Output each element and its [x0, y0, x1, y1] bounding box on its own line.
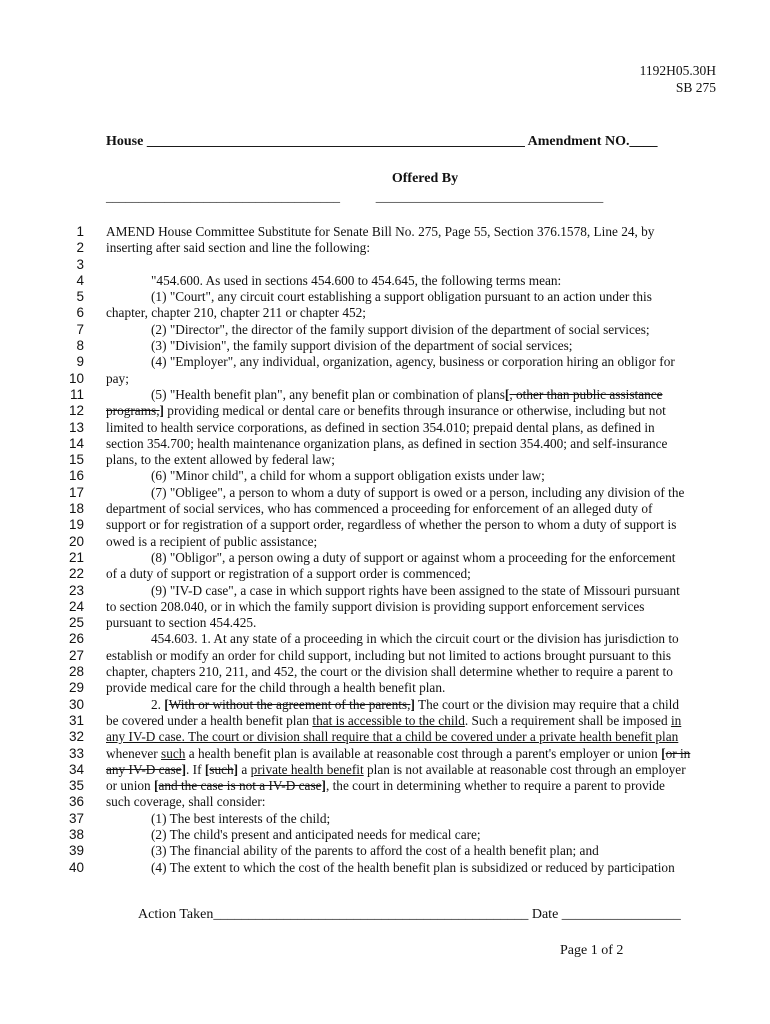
line-text: [106, 827, 481, 843]
line-text: [106, 534, 317, 550]
text-run: pursuant to section 454.425.: [106, 615, 257, 631]
text-run: such coverage, shall consider:: [106, 794, 266, 810]
line-number: 17: [68, 484, 84, 500]
text-line: [0, 273, 770, 289]
inserted-text: such: [161, 745, 186, 761]
text-run: chapter, chapters 210, 211, and 452, the court or the division shall determine whether to require a parent to: [106, 664, 673, 680]
text-line: [0, 322, 770, 338]
text-run: . If: [186, 761, 205, 777]
inserted-text: in: [670, 712, 682, 728]
amendment-text: [0, 224, 770, 876]
line-number: 21: [68, 549, 84, 565]
line-number: 10: [68, 370, 84, 386]
text-line: [0, 240, 770, 256]
text-line: [0, 664, 770, 680]
line-number: 28: [68, 664, 84, 680]
text-line: [0, 827, 770, 843]
text-line: [0, 729, 770, 745]
line-text: [106, 583, 680, 599]
line-text: [106, 436, 667, 452]
line-text: [106, 371, 129, 387]
text-line: [0, 257, 770, 273]
line-text: [106, 843, 599, 859]
text-line: [0, 811, 770, 827]
line-text: [106, 697, 679, 713]
line-text: [106, 240, 370, 256]
line-number: 15: [68, 452, 84, 468]
line-text: [106, 778, 665, 794]
bracket: [: [661, 745, 666, 761]
text-line: [0, 697, 770, 713]
line-number: 29: [68, 680, 84, 696]
text-run: or union: [106, 778, 155, 794]
house-amendment-line: House ______________________________________________________ Amendment NO.____: [106, 134, 658, 149]
text-line: [0, 501, 770, 517]
offered-by-lines: ____________________________________ ___________________________________: [106, 189, 604, 204]
text-run: 2.: [151, 696, 165, 712]
text-run: (2) The child's present and anticipated needs for medical care;: [151, 826, 481, 842]
inserted-text: private health benefit: [250, 761, 364, 777]
line-number: 16: [68, 468, 84, 484]
struck-text: programs,: [106, 403, 160, 419]
line-number: 3: [76, 256, 84, 272]
line-number: 8: [76, 338, 84, 354]
line-text: [106, 648, 671, 664]
text-line: [0, 583, 770, 599]
text-line: [0, 843, 770, 859]
text-line: [0, 517, 770, 533]
line-text: [106, 599, 644, 615]
bill-number: SB 275: [675, 80, 716, 95]
offered-by: Offered By: [391, 171, 459, 186]
line-number: 1: [76, 224, 84, 239]
line-number: 31: [68, 712, 84, 728]
line-text: [106, 420, 655, 436]
line-text: [106, 224, 654, 240]
text-line: [0, 305, 770, 321]
line-number: 18: [68, 501, 84, 517]
line-text: [106, 452, 335, 468]
line-text: [106, 468, 545, 484]
text-line: [0, 420, 770, 436]
line-number: 38: [68, 826, 84, 842]
text-line: [0, 648, 770, 664]
text-line: [0, 436, 770, 452]
text-line: [0, 599, 770, 615]
date-label: Date: [531, 907, 559, 922]
action-taken-line: Action Taken_____________________________________________ Date _________________: [138, 907, 681, 922]
text-line: [0, 452, 770, 468]
line-number: 12: [68, 403, 84, 419]
text-line: [0, 762, 770, 778]
struck-text: , other than public assistance: [509, 386, 663, 402]
text-line: [0, 338, 770, 354]
line-text: [106, 305, 366, 321]
document-header: [640, 62, 716, 96]
text-run: plans, to the extent allowed by federal law;: [106, 452, 335, 468]
text-line: [0, 371, 770, 387]
line-number: 11: [69, 386, 84, 402]
text-run: pay;: [106, 370, 129, 386]
line-number: 32: [68, 729, 84, 745]
struck-text: With or without the agreement of the parents,: [168, 696, 411, 712]
line-number: 25: [68, 615, 84, 631]
text-line: [0, 680, 770, 696]
line-text: [106, 680, 445, 696]
inserted-text: any IV-D case. The court or division shall require that a child be covered under a private health benefit plan: [106, 729, 679, 745]
text-line: [0, 631, 770, 647]
text-run: inserting after said section and line the following:: [106, 240, 371, 256]
text-run: The court or the division may require that a child: [414, 696, 680, 712]
house-label: House: [106, 134, 144, 149]
line-text: [106, 713, 681, 729]
line-text: [106, 729, 678, 745]
line-text: [106, 289, 652, 305]
text-line: [0, 387, 770, 403]
text-run: , the court in determining whether to require a parent to provide: [325, 778, 665, 794]
text-run: (1) The best interests of the child;: [151, 810, 331, 826]
text-run: (4) The extent to which the cost of the health benefit plan is subsidized or reduced by participation: [151, 859, 675, 875]
bracket: ]: [181, 761, 187, 777]
line-number: 4: [76, 272, 84, 288]
text-line: [0, 778, 770, 794]
struck-text: any IV-D case: [106, 761, 182, 777]
line-number: 6: [76, 305, 84, 321]
text-run: (3) "Division", the family support division of the department of social services;: [151, 338, 573, 354]
line-text: [106, 794, 266, 810]
inserted-text: that is accessible to the child: [312, 712, 465, 728]
text-run: limited to health service corporations, as defined in section 354.010; prepaid dental plans, as defined in: [106, 419, 655, 435]
text-run: providing medical or dental care or benefits through insurance or otherwise, including but not: [163, 403, 666, 419]
text-line: [0, 713, 770, 729]
text-run: 454.603. 1. At any state of a proceeding in which the circuit court or the division has jurisdiction to: [151, 631, 679, 647]
line-text: [106, 615, 256, 631]
line-text: [106, 387, 663, 403]
text-run: chapter, chapter 210, chapter 211 or chapter 452;: [106, 305, 366, 321]
line-number: 19: [68, 517, 84, 533]
text-run: (2) "Director", the director of the family support division of the department of social services;: [151, 321, 650, 337]
line-number: 14: [68, 435, 84, 451]
text-run: . Such a requirement shall be imposed: [464, 712, 671, 728]
text-run: section 354.700; health maintenance organization plans, as defined in section 354.400; and self-insurance: [106, 435, 668, 451]
text-line: [0, 794, 770, 810]
text-run: provide medical care for the child through a health benefit plan.: [106, 680, 446, 696]
line-text: [106, 566, 471, 582]
text-run: plan is not available at reasonable cost through an employer: [363, 761, 686, 777]
line-text: [106, 273, 561, 289]
line-text: [106, 762, 686, 778]
bracket: [: [154, 778, 159, 794]
text-run: (5) "Health benefit plan", any benefit plan or combination of plans: [151, 386, 505, 402]
struck-text: such: [209, 761, 234, 777]
bracket: ]: [321, 778, 326, 794]
line-number: 2: [76, 240, 84, 256]
bracket: ]: [233, 761, 239, 777]
text-run: (3) The financial ability of the parents to afford the cost of a health benefit plan; and: [151, 843, 599, 859]
line-number: 33: [68, 745, 84, 761]
text-line: [0, 615, 770, 631]
text-run: department of social services, who has commenced a proceeding for enforcement of an alleged duty of: [106, 501, 653, 517]
line-text: [106, 664, 673, 680]
text-line: [0, 534, 770, 550]
text-run: owed is a recipient of public assistance;: [106, 533, 318, 549]
text-line: [0, 289, 770, 305]
text-run: "454.600. As used in sections 454.600 to 454.645, the following terms mean:: [151, 272, 562, 288]
text-run: AMEND House Committee Substitute for Senate Bill No. 275, Page 55, Section 376.1578, Line 24, by: [106, 224, 655, 239]
line-number: 5: [76, 289, 84, 305]
text-run: a: [238, 761, 251, 777]
doc-code: 1192H05.30H: [639, 63, 716, 78]
bracket: [: [204, 761, 210, 777]
line-number: 40: [68, 859, 84, 875]
line-number: 30: [68, 696, 84, 712]
text-line: [0, 468, 770, 484]
page-number: Page 1 of 2: [560, 943, 624, 958]
text-line: [0, 566, 770, 582]
line-text: [106, 811, 330, 827]
text-line: [0, 485, 770, 501]
bracket: ]: [410, 696, 415, 712]
amendment-label: Amendment NO.____: [527, 134, 658, 149]
line-number: 23: [68, 582, 84, 598]
line-number: 35: [68, 778, 84, 794]
line-text: [106, 403, 666, 419]
text-line: [0, 224, 770, 240]
line-text: [106, 338, 573, 354]
text-run: to section 208.040, or in which the family support division is providing support enforcement services: [106, 598, 645, 614]
line-text: [106, 746, 690, 762]
text-run: (1) "Court", any circuit court establishing a support obligation pursuant to an action under this: [151, 289, 652, 305]
text-run: (6) "Minor child", a child for whom a support obligation exists under law;: [151, 468, 545, 484]
line-text: [106, 517, 676, 533]
text-run: establish or modify an order for child support, including but not limited to actions brought pursuant to this: [106, 647, 672, 663]
bracket: [: [164, 696, 169, 712]
line-number: 9: [76, 354, 84, 370]
text-run: be covered under a health benefit plan: [106, 712, 313, 728]
bracket: ]: [159, 403, 164, 419]
line-text: [106, 485, 684, 501]
line-number: 34: [68, 761, 84, 777]
line-number: 39: [68, 843, 84, 859]
line-text: [106, 550, 676, 566]
text-run: (9) "IV-D case", a case in which support rights have been assigned to the state of Missouri pursuant: [151, 582, 680, 598]
line-number: 13: [68, 419, 84, 435]
line-number: 7: [76, 321, 84, 337]
line-number: 20: [68, 533, 84, 549]
line-text: [106, 322, 650, 338]
text-run: a health benefit plan is available at reasonable cost through a parent's employer or union: [185, 745, 662, 761]
struck-text: or in: [665, 745, 691, 761]
line-number: 26: [68, 631, 84, 647]
text-run: of a duty of support or registration of a support order is commenced;: [106, 566, 471, 582]
text-line: [0, 403, 770, 419]
line-number: 24: [68, 598, 84, 614]
line-text: [106, 631, 679, 647]
text-line: [0, 550, 770, 566]
line-number: 27: [68, 647, 84, 663]
text-line: [0, 354, 770, 370]
line-number: 22: [68, 566, 84, 582]
action-taken-label: Action Taken: [138, 907, 214, 922]
line-text: [106, 860, 675, 876]
text-line: [0, 860, 770, 876]
text-run: whenever: [106, 745, 162, 761]
line-number: 37: [68, 810, 84, 826]
text-run: (4) "Employer", any individual, organization, agency, business or corporation hiring an obligor for: [151, 354, 675, 370]
line-number: 36: [68, 794, 84, 810]
text-run: (8) "Obligor", a person owing a duty of support or against whom a proceeding for the enforcement: [151, 549, 676, 565]
text-run: (7) "Obligee", a person to whom a duty of support is owed or a person, including any division of the: [151, 484, 685, 500]
line-text: [106, 501, 652, 517]
text-run: support or for registration of a support order, regardless of whether the person to whom a duty of support is: [106, 517, 677, 533]
text-line: [0, 746, 770, 762]
line-text: [106, 354, 675, 370]
bracket: [: [504, 386, 510, 402]
struck-text: and the case is not a IV-D case: [158, 778, 322, 794]
